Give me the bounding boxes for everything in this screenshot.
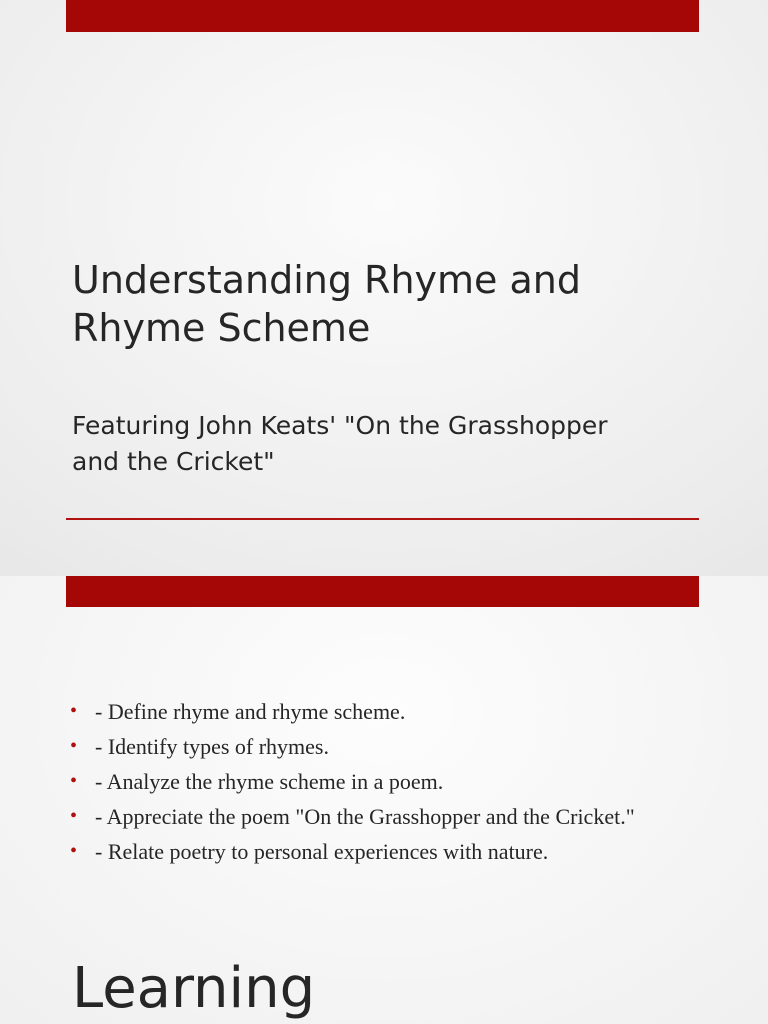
list-item-text: - Analyze the rhyme scheme in a poem. — [95, 769, 444, 794]
bullet-icon: • — [70, 805, 78, 827]
objectives-list — [70, 696, 670, 871]
bullet-icon: • — [70, 735, 78, 757]
slide-title: Understanding Rhyme and Rhyme Scheme — [72, 258, 581, 350]
list-item-text: - Appreciate the poem "On the Grasshopper and the Cricket." — [95, 804, 635, 829]
section-heading: Learning — [72, 956, 316, 1021]
list-item-text: - Define rhyme and rhyme scheme. — [95, 699, 406, 724]
slide-subtitle: Featuring John Keats' "On the Grasshopper and the Cricket" — [72, 411, 608, 476]
bullet-icon: • — [70, 770, 78, 792]
accent-bar — [66, 576, 699, 607]
list-item — [70, 731, 670, 762]
list-item — [70, 696, 670, 727]
list-item — [70, 766, 670, 797]
accent-bar — [66, 0, 699, 32]
list-item-text: - Identify types of rhymes. — [95, 734, 329, 759]
list-item-text: - Relate poetry to personal experiences with nature. — [95, 839, 549, 864]
bullet-icon: • — [70, 700, 78, 722]
objectives-slide — [0, 576, 768, 1024]
list-item — [70, 801, 670, 832]
divider-line — [66, 518, 699, 520]
list-item — [70, 836, 670, 867]
bullet-icon: • — [70, 840, 78, 862]
